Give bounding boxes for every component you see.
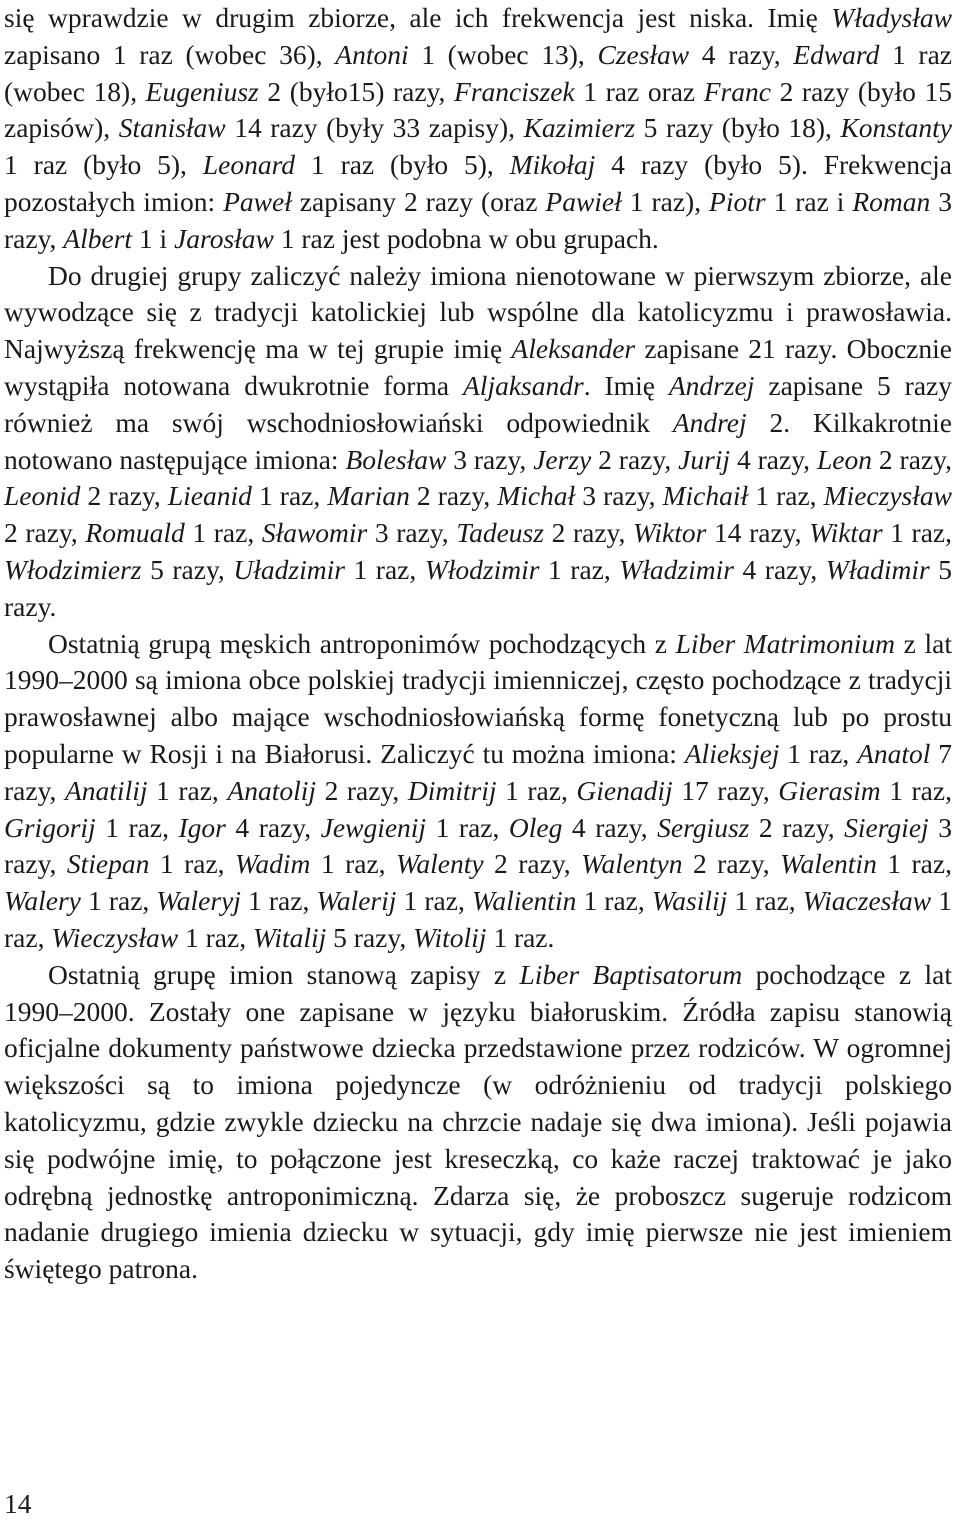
text-run: 1 raz,	[882, 517, 952, 549]
italic-name: Wasilij	[651, 885, 728, 917]
italic-name: Igor	[178, 811, 226, 843]
italic-name: Włodzimir	[424, 553, 540, 585]
italic-name: Jerzy	[533, 443, 592, 475]
text-run: 1 raz,	[727, 885, 803, 917]
text-run: 1 raz i	[765, 185, 853, 217]
text-run: 1 raz),	[621, 185, 710, 217]
text-run: 2 razy,	[871, 443, 952, 475]
italic-name: Leonid	[4, 480, 81, 512]
italic-name: Kazimierz	[523, 112, 636, 144]
text-run: 1 raz,	[240, 885, 317, 917]
text-run: 2 razy,	[4, 517, 86, 549]
text-run: 2. Kilkakrotnie notowano następujące imiona:	[4, 406, 952, 475]
text-run: 4 razy,	[225, 811, 321, 843]
text-run: 3 razy,	[446, 443, 534, 475]
page-number: 14	[4, 1488, 32, 1519]
text-run: 1 raz,	[310, 848, 396, 880]
italic-name: Grigorij	[4, 811, 96, 843]
italic-name: Leon	[816, 443, 872, 475]
text-run: 3 razy,	[367, 517, 457, 549]
italic-name: Edward	[793, 38, 880, 70]
text-run: 1 raz,	[344, 553, 425, 585]
text-run: Do drugiej grupy zaliczyć należy imiona nienotowane w pierwszym zbiorze, ale wywodzące się z tradycji katolickiej lub wspólne dla katolicyzmu i prawosławia. Najwyższą frekwencję ma w tej grupie imię	[4, 259, 952, 365]
italic-name: Aljaksandr	[463, 369, 584, 401]
italic-name: Wieczysław	[51, 921, 179, 953]
italic-name: Witolij	[413, 921, 487, 953]
text-run: 4 razy,	[689, 38, 794, 70]
text-run: 7 razy,	[4, 737, 953, 806]
text-run: 1 raz,	[251, 480, 328, 512]
text-run: 1 i	[132, 222, 175, 254]
text-run: 5 razy.	[4, 553, 953, 622]
paragraph-1	[4, 0, 952, 258]
italic-name: Władysław	[831, 2, 952, 33]
text-run: pochodzące z lat 1990–2000. Zostały one zapisane w języku białoruskim. Źródła zapisu stanowią oficjalne dokumenty państwowe dziecka przedstawione przez rodziców. W ogromnej większości są to imiona pojedyncze (w odróżnieniu od tradycji polskiego katolicyzmu, gdzie zwykle dziecku na chrzcie nadaje się dwa imiona). Jeśli pojawia się podwójne imię, to połączone jest kreseczką, co każe raczej traktować je jako odrębną jednostkę antroponimiczną. Zdarza się, że proboszcz sugeruje rodzicom nadanie drugiego imienia dziecku w sytuacji, gdy imię pierwsze nie jest imieniem świętego patrona.	[4, 958, 952, 1285]
text-run: zapisane 21 razy. Obocznie wystąpiła notowana dwukrotnie forma	[4, 333, 952, 401]
text-run: 1 raz,	[779, 737, 858, 769]
italic-name: Paweł	[223, 185, 292, 217]
text-run: 1 raz,	[80, 885, 157, 917]
text-run: 17 razy,	[672, 774, 779, 806]
italic-name: Liber Baptisatorum	[519, 958, 743, 990]
text-run: 1 raz,	[178, 921, 253, 953]
italic-name: Roman	[852, 185, 931, 217]
text-run: 1 raz,	[4, 885, 952, 953]
italic-name: Gienadij	[576, 774, 673, 806]
italic-name: Wiaczesław	[802, 885, 932, 917]
text-run: 1 raz oraz	[574, 75, 704, 107]
italic-name: Aleksander	[511, 333, 636, 365]
italic-name: Marian	[327, 480, 410, 512]
italic-name: Piotr	[709, 185, 766, 217]
text-run: 2 razy,	[682, 848, 781, 880]
italic-name: Witalij	[252, 921, 327, 953]
text-run: 2 razy (było 15 zapisów),	[4, 75, 952, 144]
italic-name: Albert	[63, 222, 133, 254]
italic-name: Władimir	[825, 553, 930, 585]
text-run: 2 (było15) razy,	[258, 75, 455, 107]
text-run: 2 razy,	[749, 811, 845, 843]
text-run: 2 razy,	[316, 774, 408, 806]
text-run: 1 raz,	[880, 774, 952, 806]
italic-name: Walery	[4, 885, 81, 917]
text-run: 14 razy,	[706, 517, 810, 549]
text-run: 3 razy,	[4, 185, 953, 254]
italic-name: Wiktar	[809, 517, 883, 549]
italic-name: Stanisław	[118, 112, 226, 144]
italic-name: Alieksjej	[684, 737, 780, 769]
italic-name: Jewgienij	[320, 811, 427, 843]
text-run: z lat 1990–2000 są imiona obce polskiej tradycji imienniczej, często pochodzące z tradycji prawosławnej albo mające wschodniosłowiańską formę fonetyczną lub po prostu popularne w Rosji i na Białorusi. Zaliczyć tu można imiona:	[4, 627, 952, 769]
italic-name: Konstanty	[840, 112, 952, 144]
text-run: 2 razy,	[483, 848, 582, 880]
text-run: zapisane 5 razy również ma swój wschodniosłowiański odpowiednik	[4, 369, 952, 438]
paragraph-3	[4, 626, 952, 957]
text-run: 2 razy,	[543, 517, 634, 549]
italic-name: Walientin	[471, 885, 577, 917]
text-run: 4 razy,	[730, 443, 817, 475]
italic-name: Tadeusz	[456, 517, 544, 549]
italic-name: Jurij	[678, 443, 731, 475]
italic-name: Jarosław	[174, 222, 274, 254]
italic-name: Anatolij	[227, 774, 317, 806]
italic-name: Czesław	[597, 38, 690, 70]
italic-name: Walenty	[396, 848, 484, 880]
text-run: Ostatnią grupą męskich antroponimów pochodzących z	[48, 627, 676, 659]
italic-name: Dimitrij	[407, 774, 497, 806]
text-run: 3 razy,	[575, 480, 663, 512]
text-run: 1 raz (było 5),	[4, 149, 203, 181]
text-run: zapisany 2 razy (oraz	[291, 185, 546, 217]
italic-name: Andrzej	[668, 369, 755, 401]
italic-name: Sergiusz	[657, 811, 750, 843]
italic-name: Franc	[703, 75, 771, 107]
text-run: 14 razy (były 33 zapisy),	[225, 112, 524, 144]
text-run: 1 raz,	[539, 553, 620, 585]
text-run: zapisano 1 raz (wobec 36),	[4, 38, 336, 70]
text-run: 2 razy,	[591, 443, 679, 475]
text-run: 1 raz (wobec 18),	[4, 38, 952, 107]
text-run: 3 razy,	[4, 811, 952, 880]
italic-name: Sławomir	[261, 517, 368, 549]
italic-name: Walentin	[780, 848, 877, 880]
italic-name: Gierasim	[778, 774, 881, 806]
text-run: 4 razy,	[733, 553, 826, 585]
italic-name: Romuald	[85, 517, 185, 549]
text-run: 1 raz,	[426, 811, 509, 843]
italic-name: Pawieł	[545, 185, 622, 217]
italic-name: Anatol	[857, 737, 931, 769]
italic-name: Walentyn	[581, 848, 683, 880]
text-run: 2 razy,	[409, 480, 498, 512]
text-run: 5 razy (było 18),	[635, 112, 841, 144]
italic-name: Władzimir	[619, 553, 734, 585]
text-run: Ostatnią grupę imion stanową zapisy z	[48, 958, 520, 990]
text-run: 4 razy,	[562, 811, 658, 843]
italic-name: Mieczysław	[823, 480, 952, 512]
text-run: 1 raz,	[147, 774, 228, 806]
italic-name: Stiepan	[66, 848, 150, 880]
italic-name: Waleryj	[156, 885, 241, 917]
italic-name: Franciszek	[454, 75, 575, 107]
text-run: 1 (wobec 13),	[408, 38, 598, 70]
text-run: 1 raz,	[748, 480, 824, 512]
italic-name: Antoni	[335, 38, 409, 70]
italic-name: Walerij	[316, 885, 397, 917]
italic-name: Oleg	[508, 811, 563, 843]
text-run: 1 raz,	[576, 885, 652, 917]
italic-name: Lieanid	[167, 480, 252, 512]
text-run: 1 raz,	[876, 848, 952, 880]
italic-name: Wadim	[235, 848, 311, 880]
paragraph-4	[4, 957, 952, 1288]
text-run: się wprawdzie w drugim zbiorze, ale ich frekwencja jest niska. Imię	[4, 2, 832, 33]
text-run: 2 razy,	[80, 480, 168, 512]
italic-name: Eugeniusz	[145, 75, 259, 107]
text-run: 5 razy,	[326, 921, 414, 953]
body-text	[4, 0, 952, 1288]
italic-name: Michał	[497, 480, 576, 512]
italic-name: Wiktor	[633, 517, 707, 549]
italic-name: Leonard	[202, 149, 295, 181]
italic-name: Uładzimir	[233, 553, 345, 585]
italic-name: Mikołaj	[509, 149, 596, 181]
italic-name: Michaił	[662, 480, 749, 512]
text-run: 1 raz,	[496, 774, 577, 806]
text-run: 1 raz (było 5),	[295, 149, 510, 181]
text-run: . Imię	[583, 369, 669, 401]
paragraph-2	[4, 258, 952, 626]
text-run: 1 raz,	[149, 848, 235, 880]
text-run: 1 raz,	[396, 885, 472, 917]
text-run: 1 raz jest podobna w obu grupach.	[273, 222, 659, 254]
italic-name: Bolesław	[345, 443, 447, 475]
italic-name: Anatilij	[64, 774, 148, 806]
text-run: 1 raz,	[184, 517, 262, 549]
text-run: 4 razy (było 5). Frekwencja pozostałych imion:	[4, 149, 953, 217]
text-run: 5 razy,	[141, 553, 234, 585]
italic-name: Liber Matrimonium	[675, 627, 896, 659]
text-run: 1 raz.	[486, 921, 555, 953]
italic-name: Włodzimierz	[4, 553, 142, 585]
italic-name: Andrej	[672, 406, 747, 438]
italic-name: Siergiej	[844, 811, 929, 843]
text-run: 1 raz,	[95, 811, 179, 843]
